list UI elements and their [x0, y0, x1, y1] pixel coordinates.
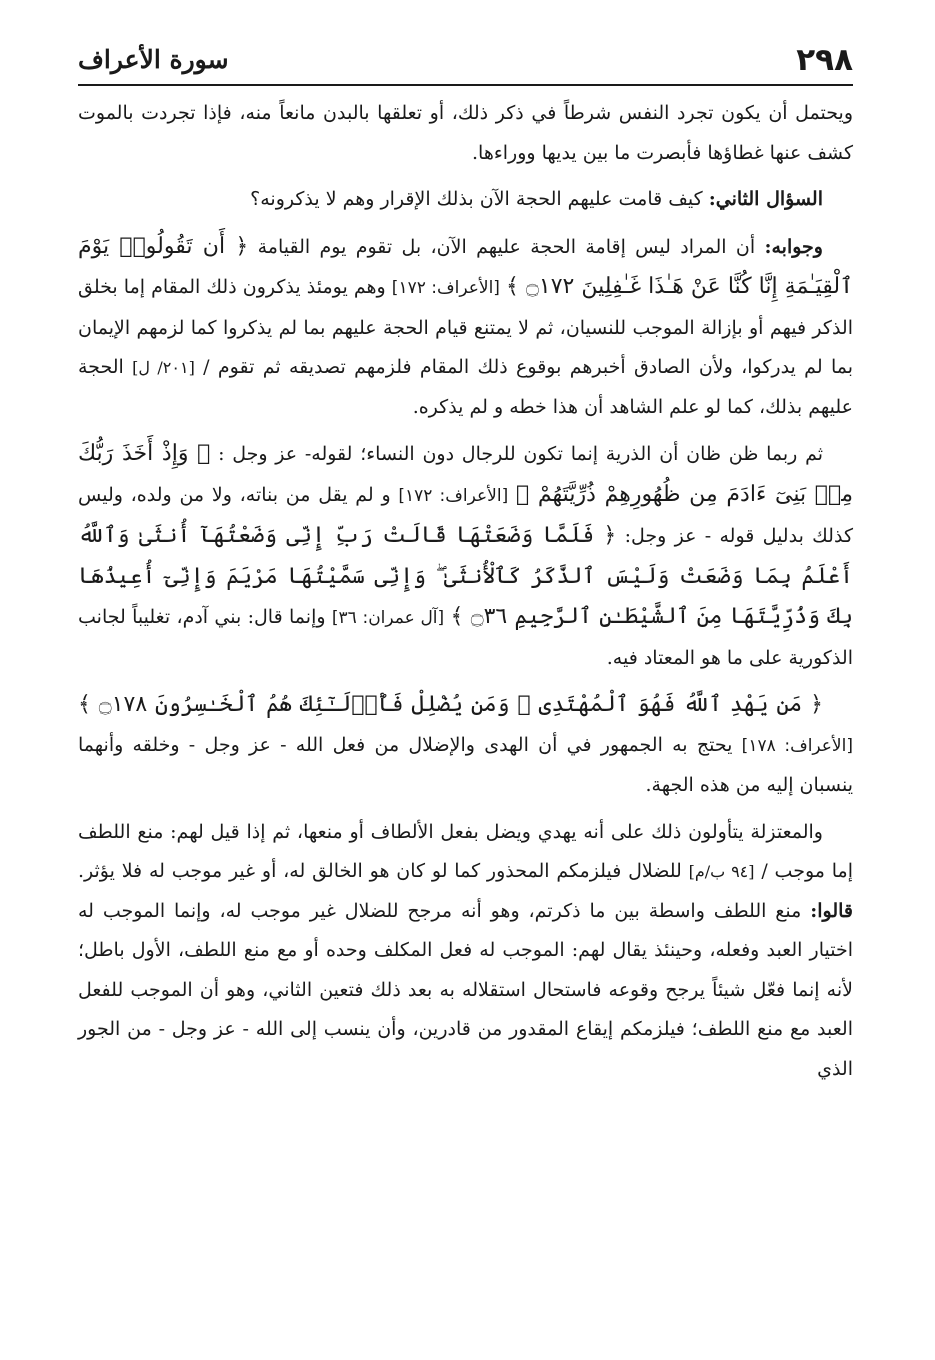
paragraph-3	[78, 227, 853, 428]
page-body	[78, 94, 853, 1096]
verse-reference: [آل عمران: ٣٦]	[331, 608, 445, 628]
verse-reference: [الأعراف: ١٧٢]	[391, 278, 500, 298]
paragraph-text: أن المراد ليس إقامة الحجة عليهم الآن، بل تقوم يوم القيامة	[257, 235, 756, 258]
page-header	[78, 34, 853, 86]
paragraph-text: و لم يقل من بناته، ولا من ولده، وليس كذلك بدليل قوله - عز وجل:	[78, 483, 853, 547]
paragraph-text: للضلال فيلزمكم المحذور كما لو كان هو الخالق له، أو غير موجب له فلا يؤثر.	[78, 860, 682, 882]
page-number: ٢٩٨	[796, 42, 853, 78]
paragraph-text: وهم يومئذ يذكرون ذلك المقام إما بخلق الذكر فيهم أو بإزالة الموجب للنسيان، ثم لا يمتنع قيام الحجة عليهم بما لم يذكروا كما لزمهم الإيمان بما لم يدركوا، ولأن الصادق أخبرهم بوقوع ذلك المقام فلزمهم تصديقه ثم تقوم /	[78, 276, 854, 378]
paragraph-text: منع اللطف واسطة بين ما ذكرتم، وهو أنه مرجح للضلال غير موجب له، وإنما الموجب له اختيار العبد وفعله، وحينئذ يقال لهم: الموجب له فعل المكلف وحده أو مع منع اللطف، الأول باطل؛ لأنه إنما فعّل شيئاً يرجح وقوعه فاستحال استقلاله به بعد ذلك فتعين الثاني، وهو أن الموجب للفعل العبد مع منع اللطف؛ فيلزمكم إيقاع المقدور من قادرين، وأن ينسب إلى الله - عز وجل - من الجور الذي	[78, 899, 853, 1080]
paragraph-text: ثم ربما ظن ظان أن الذرية إنما تكون للرجال دون النساء؛ لقوله- عز وجل :	[218, 443, 824, 465]
surah-title: سورة الأعراف	[78, 45, 229, 74]
verse-reference: [الأعراف: ١٧٢]	[398, 485, 509, 506]
manuscript-reference: [٢٠١/ ل]	[132, 358, 195, 377]
verse-reference: [الأعراف: ١٧٨]	[741, 735, 853, 756]
paragraph-text: يحتج به الجمهور في أن الهدى والإضلال من فعل الله - عز وجل - وخلقه وأنهما ينسبان إليه من هذه الجهة.	[78, 733, 853, 796]
objection-heading: قالوا:	[810, 899, 853, 922]
manuscript-reference: [٩٤ ب/م]	[688, 862, 755, 881]
answer-heading: وجوابه:	[764, 235, 823, 258]
quran-verse: ﴿ فَلَمَّا وَضَعَتْهَا قَالَتْ رَبِّ إِنِّى وَضَعْتُهَآ أُنثَىٰ وَٱللَّهُ أَعْلَمُ بِمَا وَضَعَتْ وَلَيْسَ ٱلذَّكَرُ كَٱلْأُنثَىٰ ۖ وَإِنِّى سَمَّيْتُهَا مَرْيَمَ وَإِنِّىٓ أُعِيذُهَا بِكَ وَذُرِّيَّتَهَا مِنَ ٱلشَّيْطَـٰنِ ٱلرَّجِيمِ ۝٣٦ ﴾	[78, 523, 854, 629]
paragraph-text: كيف قامت عليهم الحجة الآن بذلك الإقرار وهم لا يذكرونه؟	[250, 188, 703, 210]
paragraph-text: والمعتزلة يتأولون ذلك على أنه يهدي ويضل بفعل الألطاف أو منعها، ثم إذا قيل لهم: منع اللطف إما موجب /	[78, 820, 853, 882]
quran-verse: ﴿ أَن تَقُولُوا۟ يَوْمَ ٱلْقِيَـٰمَةِ إِنَّا كُنَّا عَنْ هَـٰذَا غَـٰفِلِينَ ۝١٧٢ ﴾	[78, 233, 853, 299]
paragraph-5	[78, 685, 853, 806]
paragraph-1	[78, 94, 853, 173]
paragraph-text: وإنما قال: بني آدم، تغليباً لجانب الذكورية على ما هو المعتاد فيه.	[78, 606, 853, 669]
quran-verse: ﴿ وَإِذْ أَخَذَ رَبُّكَ مِنۢ بَنِىٓ ءَادَمَ مِن ظُهُورِهِمْ ذُرِّيَّتَهُمْ ﴾	[78, 441, 853, 507]
paragraph-6	[78, 813, 853, 1090]
quran-verse: ﴿ مَن يَهْدِ ٱللَّهُ فَهُوَ ٱلْمُهْتَدِى ۖ وَمَن يُضْلِلْ فَأُو۟لَـٰٓئِكَ هُمُ ٱلْخَـٰسِرُونَ ۝١٧٨ ﴾	[78, 692, 823, 717]
paragraph-4	[78, 434, 853, 678]
question-heading: السؤال الثاني:	[708, 188, 823, 210]
paragraph-text: ويحتمل أن يكون تجرد النفس شرطاً في ذكر ذلك، أو تعلقها بالبدن مانعاً منه، فإذا تجردت بالموت كشف عنها غطاؤها فأبصرت ما بين يديها ووراءها.	[78, 102, 853, 164]
paragraph-text: الحجة عليهم بذلك، كما لو علم الشاهد أن هذا خطه و لم يذكره.	[78, 356, 853, 418]
paragraph-2	[78, 180, 853, 220]
